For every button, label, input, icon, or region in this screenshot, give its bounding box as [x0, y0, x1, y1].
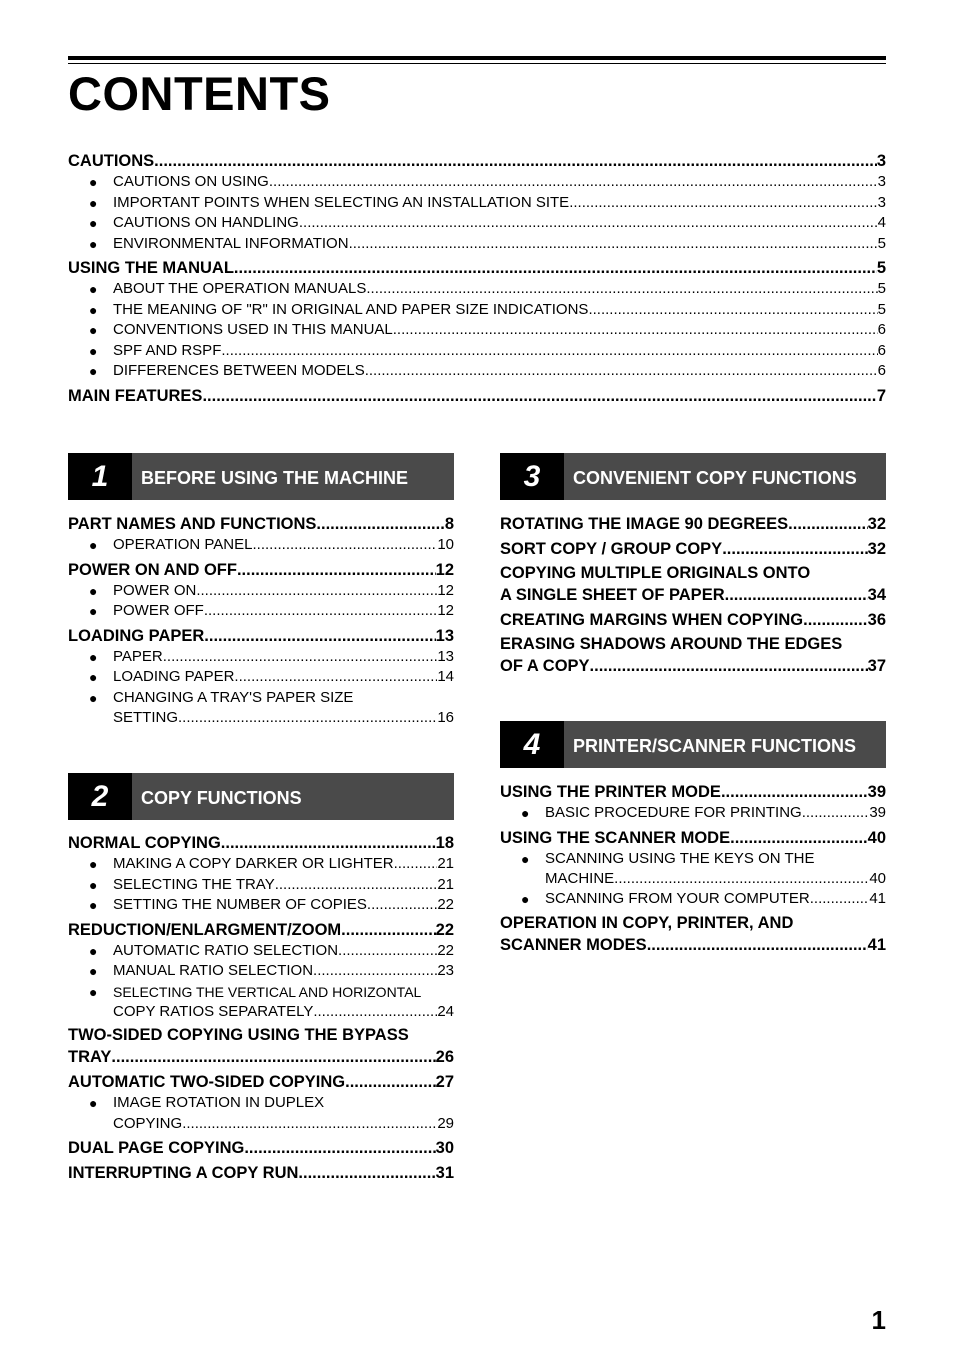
toc-entry[interactable]: ● SCANNING FROM YOUR COMPUTER ..... 41: [500, 889, 886, 910]
toc-entry[interactable]: AUTOMATIC TWO-SIDED COPYING ..... 27: [68, 1071, 454, 1093]
chapter-title: PRINTER/SCANNER FUNCTIONS: [573, 736, 857, 756]
top-rule-thin: [68, 63, 886, 64]
toc-entry-line1[interactable]: OPERATION IN COPY, PRINTER, AND: [500, 913, 794, 932]
toc-entry[interactable]: ● MANUAL RATIO SELECTION ..... 23: [68, 961, 454, 982]
chapter-4-toc: [500, 778, 886, 956]
toc-entry[interactable]: NORMAL COPYING ..... 18: [68, 832, 454, 854]
toc-entry[interactable]: ● MAKING A COPY DARKER OR LIGHTER ..... 21: [68, 854, 454, 875]
toc-entry-line1[interactable]: TWO-SIDED COPYING USING THE BYPASS: [68, 1026, 409, 1044]
chapter-title: CONVENIENT COPY FUNCTIONS: [573, 468, 857, 488]
toc-entry[interactable]: INTERRUPTING A COPY RUN ..... 31: [68, 1162, 454, 1184]
page-number: 1: [871, 1305, 886, 1335]
toc-entry[interactable]: ● POWER OFF ..... 12: [68, 601, 454, 622]
toc-entry-line1[interactable]: ● SCANNING USING THE KEYS ON THE: [500, 849, 886, 870]
toc-entry[interactable]: ● LOADING PAPER ..... 14: [68, 667, 454, 688]
toc-entry-line1[interactable]: ● CHANGING A TRAY'S PAPER SIZE: [68, 688, 454, 709]
toc-entry-cautions[interactable]: CAUTIONS ..... 3: [68, 150, 886, 172]
toc-entry[interactable]: ● AUTOMATIC RATIO SELECTION ..... 22: [68, 941, 454, 962]
toc-entry-spf-rspf[interactable]: ● SPF AND RSPF ..... 6: [68, 341, 886, 362]
chapter-1-header: [68, 453, 454, 500]
chapter-4-header: [500, 721, 886, 768]
toc-entry[interactable]: ROTATING THE IMAGE 90 DEGREES ..... 32: [500, 513, 886, 535]
toc-entry[interactable]: ● SETTING THE NUMBER OF COPIES ..... 22: [68, 895, 454, 916]
toc-entry[interactable]: LOADING PAPER ..... 13: [68, 625, 454, 647]
chapter-number: 2: [68, 773, 132, 820]
toc-entry[interactable]: SETTING ..... 16: [68, 708, 454, 728]
toc-entry[interactable]: COPY RATIOS SEPARATELY ..... 24: [68, 1002, 454, 1022]
toc-entry[interactable]: USING THE PRINTER MODE ..... 39: [500, 781, 886, 803]
toc-entry[interactable]: SORT COPY / GROUP COPY ..... 32: [500, 538, 886, 560]
toc-entry-cautions-on-using[interactable]: ● CAUTIONS ON USING ..... 3: [68, 172, 886, 193]
toc-entry[interactable]: A SINGLE SHEET OF PAPER ..... 34: [500, 584, 886, 606]
chapter-number: 3: [500, 453, 564, 500]
intro-toc: [68, 147, 886, 407]
toc-entry-conventions[interactable]: ● CONVENTIONS USED IN THIS MANUAL ..... 6: [68, 320, 886, 341]
toc-entry[interactable]: SCANNER MODES ..... 41: [500, 934, 886, 956]
toc-entry[interactable]: MACHINE ..... 40: [500, 869, 886, 889]
toc-entry[interactable]: POWER ON AND OFF ..... 12: [68, 559, 454, 581]
toc-entry[interactable]: USING THE SCANNER MODE ..... 40: [500, 827, 886, 849]
chapter-title: COPY FUNCTIONS: [141, 788, 302, 808]
top-rule-thick: [68, 56, 886, 60]
chapter-3-toc: [500, 510, 886, 677]
toc-entry[interactable]: CREATING MARGINS WHEN COPYING ..... 36: [500, 609, 886, 631]
toc-entry[interactable]: ● SELECTING THE TRAY ..... 21: [68, 875, 454, 896]
toc-entry-differences-models[interactable]: ● DIFFERENCES BETWEEN MODELS ..... 6: [68, 361, 886, 382]
chapter-number: 1: [68, 453, 132, 500]
toc-entry[interactable]: DUAL PAGE COPYING ..... 30: [68, 1137, 454, 1159]
chapter-2-header: [68, 773, 454, 820]
toc-entry-line1[interactable]: ● IMAGE ROTATION IN DUPLEX: [68, 1093, 454, 1114]
toc-entry-line1[interactable]: COPYING MULTIPLE ORIGINALS ONTO: [500, 564, 811, 582]
chapter-3-header: [500, 453, 886, 500]
toc-entry-meaning-of-r[interactable]: ● THE MEANING OF "R" IN ORIGINAL AND PAPER SIZE INDICATIONS ..... 5: [68, 300, 886, 321]
toc-entry[interactable]: ● BASIC PROCEDURE FOR PRINTING ..... 39: [500, 803, 886, 824]
chapter-number: 4: [500, 721, 564, 768]
toc-entry-about-manuals[interactable]: ● ABOUT THE OPERATION MANUALS ..... 5: [68, 279, 886, 300]
toc-entry-line1[interactable]: ● SELECTING THE VERTICAL AND HORIZONTAL: [68, 982, 454, 1003]
page-title: CONTENTS: [68, 67, 331, 120]
toc-entry-using-the-manual[interactable]: USING THE MANUAL ..... 5: [68, 257, 886, 279]
chapter-title: BEFORE USING THE MACHINE: [141, 468, 409, 488]
toc-entry[interactable]: ● POWER ON ..... 12: [68, 581, 454, 602]
toc-entry[interactable]: ● PAPER ..... 13: [68, 647, 454, 668]
chapter-1-toc: [68, 510, 454, 728]
chapter-2-toc: [68, 829, 454, 1184]
toc-entry[interactable]: REDUCTION/ENLARGMENT/ZOOM ..... 22: [68, 919, 454, 941]
toc-entry-installation-site[interactable]: ● IMPORTANT POINTS WHEN SELECTING AN INSTALLATION SITE ..... 3: [68, 193, 886, 214]
toc-entry-main-features[interactable]: MAIN FEATURES ..... 7: [68, 385, 886, 407]
toc-entry-environmental-info[interactable]: ● ENVIRONMENTAL INFORMATION ..... 5: [68, 234, 886, 255]
toc-entry[interactable]: TRAY ..... 26: [68, 1046, 454, 1068]
toc-entry-cautions-on-handling[interactable]: ● CAUTIONS ON HANDLING ..... 4: [68, 213, 886, 234]
toc-entry[interactable]: OF A COPY ..... 37: [500, 655, 886, 677]
toc-entry[interactable]: PART NAMES AND FUNCTIONS ..... 8: [68, 513, 454, 535]
toc-entry-line1[interactable]: ERASING SHADOWS AROUND THE EDGES: [500, 635, 843, 653]
toc-entry[interactable]: ● OPERATION PANEL ..... 10: [68, 535, 454, 556]
toc-entry[interactable]: COPYING ..... 29: [68, 1114, 454, 1134]
